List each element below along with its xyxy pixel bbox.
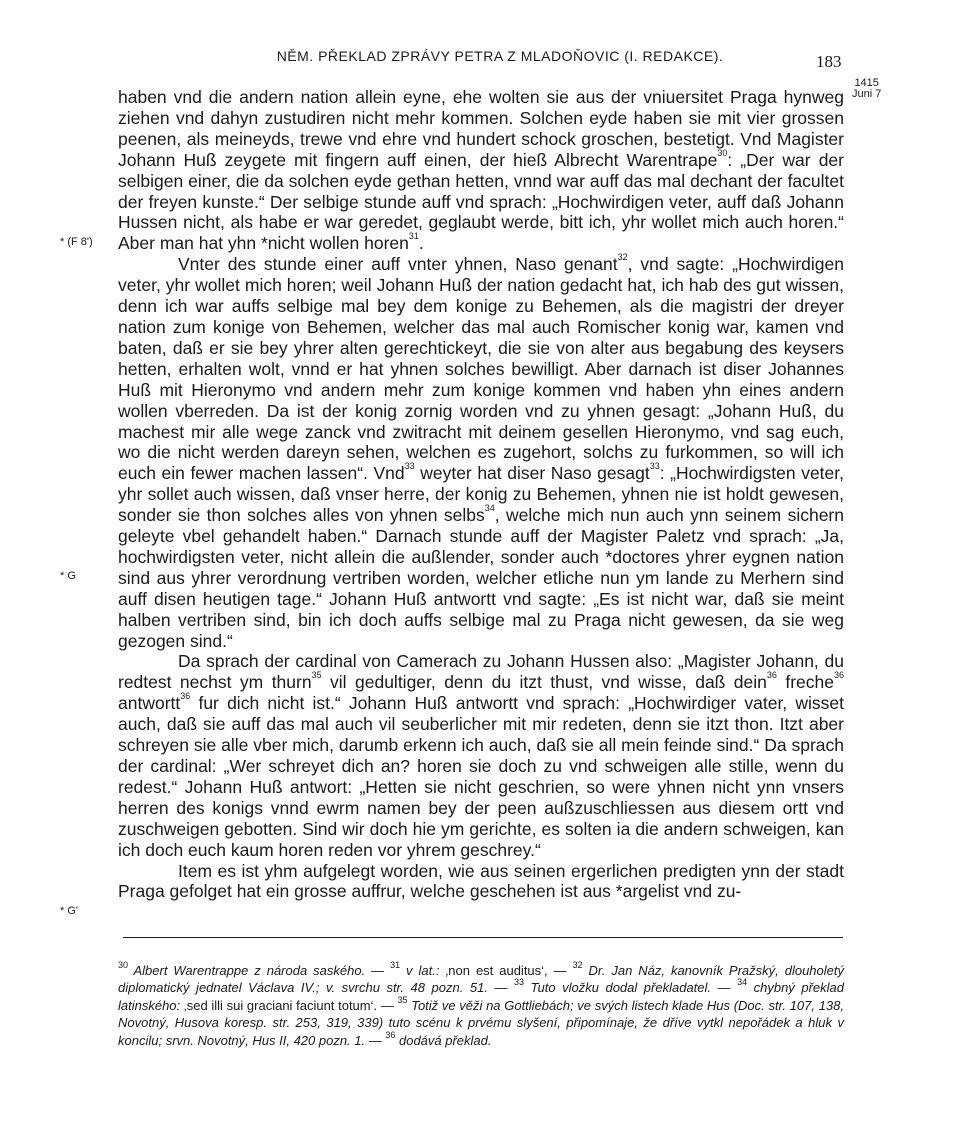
footnote-ref: 36 [833,670,844,681]
margin-year: 1415 [854,77,879,89]
footnote-ref: 30 [717,147,728,158]
footnote-ref: 36 [766,670,777,681]
footnote-ref: 33 [649,461,660,472]
text-run: fur dich nicht ist.“ Johann Huß antwortt vnd sprach: „Hochwirdiger vater, wisset auch, daß sie auff das mal auch vil seuberlicher mit mir redeten, denn sie itzt thon. Itzt aber schreyen sie alle vber mich, darumb erkenn ich auch, daß sie all mein feinde sind.“ Da sprach der cardinal: „Wer schreyet dich an? horen sie doch zu vnd schweigen alle stille, wenn du redest.“ Johann Huß antwort: „Hetten sie nicht geschrien, so were yhnen nicht ynn vnsers herren des konigs vnnd ewrm namen bey der peen außzuschliessen aus diesem ortt vnd zuschweigen gebotten. Sind wir doch hie ym gerichte, es solten ia die andern schweigen, kan ich doch euch kaum horen reden vor yhrem geschrey.“ [118,693,844,860]
text-run: Vnter des stunde einer auff vnter yhnen, Naso genant [178,254,618,275]
footnote-text: Tuto vložku dodal překladatel. — [524,980,738,996]
margin-date [852,78,881,100]
text-run: , vnd sagte: „Hochwirdigen veter, yhr wollet mich horen; weil Johann Huß der nation gedacht hat, ich hab des gut wissen, denn ich war auffs selbige mal bey dem konige zu Behemen, als die magistri der dreyer nation zum konige von Behemen, welcher das mal auch Romischer konig war, kamen vnd baten, daß er sie bey yhrer alten gerechtickeyt, die sie von alter aus begabung des keysers hetten, erhalten wolt, vnnd er hat yhnen solches bewilligt. Aber darnach ist diser Johannes Huß mit Hieronymo vnd andern mehr zum konige kommen vnd haben yhn eines andern wollen vberreden. Da ist der konig zornig worden vnd zu yhnen gesagt: „Johann Huß, du machest mir alle wege zanck vnd zwitracht mit deinem gesellen Hieronymo, vnd sag euch, wo die nicht werden dareyn sehen, welchen es zugehort, solchs zu furkommen, so will ich euch ein fewer machen lassen“. Vnd [118,254,844,484]
footnote-text: ‚non est auditus‘, — [439,963,573,978]
text-run: antwortt [118,693,181,714]
text-run: , welche mich nun auch ynn seinem sichern geleyte vbel gehandelt haben.“ Darnach stunde auff der Magister Paletz vnd sprach: „Ja, hochwirdigsten veter, nicht allein die außlender, sonder auch *doctores yhrer eygnen nation sind aus yhrer verordnung vertriben worden, welcher etliche nun ym lande zu Merhern sind auff disen heutigen tage.“ Johann Huß antwortt vnd sagte: „Es ist nicht war, daß sie meint halben vertriben sind, bin ich doch auffs selbige mal zu Praga nicht gewesen, da sie weg gezogen sind.“ [118,505,844,651]
text-run: haben vnd die andern nation allein eyne, ehe wolten sie aus der vniuersitet Praga hynweg ziehen vnd dahyn zustudiren nicht mehr kommen. Solchen eyde haben sie mit vier grossen peenen, als meineyds, trewe vnd ehre vnd hundert schock groschen, bestetigt. Vnd Magister Johann Huß zeygete mit fingern auff einen, der hieß Albrecht Warentrape [118,87,844,170]
siglum-g-prime: * G' [60,905,78,917]
text-run: weyter hat diser Naso gesagt [414,463,650,484]
running-title: NĚM. PŘEKLAD ZPRÁVY PETRA Z MLADOŇOVIC (I. REDAKCE). [276,48,724,64]
footnote-text: Totiž ve věži na Gottliebách; ve svých listech klade Hus (Doc. str. 107, 138, Novotný, Husova koresp. str. 253, 319, 339) tuto scénu k prvému slyšení, připomínaje, že dříve vytkl nepořádek a hluk v koncilu; srvn. Novotný, Hus II, 420 pozn. 1. — [118,997,844,1048]
footnote-number: 33 [513,977,524,988]
margin-day: Juni 7 [852,88,882,100]
footnote-number: 36 [385,1029,396,1040]
footnote-number: 32 [572,960,583,970]
text-run: Da sprach der cardinal von Camerach zu Johann Hussen also: „Magister Johann, du redtest nechst ym thurn [118,651,844,693]
paragraph-4 [118,861,844,903]
footnote-ref: 31 [408,231,419,242]
footnote-text: v lat.: [400,963,440,978]
footnote-number: 35 [397,994,408,1005]
page-number: 183 [816,52,842,71]
footnote-ref: 33 [404,461,415,472]
text-run: Item es ist yhm aufgelegt worden, wie aus seinen ergerlichen predigten ynn der stadt Praga gefolget hat ein grosse auffrur, welche geschehen ist aus *argelist vnd zu- [118,860,844,902]
footnotes [118,962,844,1049]
text-run: . [418,233,424,254]
footnote-number: 31 [390,960,401,970]
paragraph-3 [118,651,844,860]
text-run: : „Der war der selbigen einer, die da solchen eyde gethan hetten, vnnd war auff das mal dechant der facultet der freyen kunste.“ Der selbige stunde auff vnd sprach: „Hochwirdigen veter, auff daß Johann Hussen nicht, als habe er war geredet, geglaubt werde, bitt ich, yhr wollet mich auch horen.“ Aber man hat yhn *nicht wollen horen [118,149,844,254]
text-run: vil gedultiger, denn du itzt thust, vnd wisse, daß dein [321,672,767,693]
footnote-ref: 34 [484,503,495,514]
footnote-divider [123,937,843,938]
paragraph-2 [118,254,844,651]
main-text [118,87,844,902]
footnote-ref: 35 [311,670,322,681]
footnote-text: dodává překlad. [395,1032,492,1048]
paragraph-1 [118,87,844,254]
siglum-g: * G [60,570,76,582]
footnote-text: chybný překlad latinského: [118,980,844,1013]
footnote-text: ‚sed illi sui graciani faciunt totum‘. — [180,997,398,1013]
text-run: : „Hochwirdigsten veter, yhr sollet auch wissen, daß vnser herre, der konig zu Behemen, yhnen nie ist holdt gewesen, sonder sie thon solches alles von yhnen selbs [118,463,844,526]
siglum-f8: * (F 8') [60,236,93,248]
footnote-ref: 36 [180,691,191,702]
footnote-number: 34 [737,977,748,988]
footnote-number: 30 [118,960,129,970]
footnote-ref: 32 [617,252,628,263]
footnote-text: Dr. Jan Náz, kanovník Pražský, dlouholetý diplomatický jednatel Václava IV.; v. svrchu str. 48 pozn. 51. — [118,963,844,996]
footnote-text: Albert Warentrappe z národa saského. — [128,963,391,978]
text-run: freche [776,672,834,693]
